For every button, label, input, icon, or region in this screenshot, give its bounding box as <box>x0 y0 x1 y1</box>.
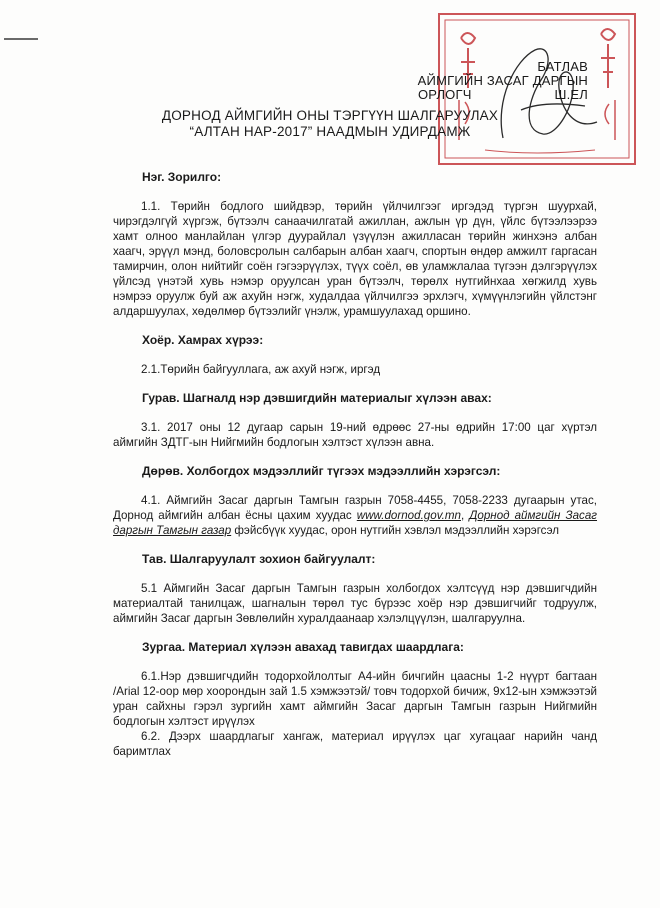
approval-position: ОРЛОГЧ <box>418 87 472 102</box>
section-4-text-middle: , <box>460 509 470 522</box>
section-1-paragraph: 1.1. Төрийн бодлого шийдвэр, төрийн үйлчилгээг иргэдэд түргэн шуурхай, чирэгдэлгүй хүргэж, бүтээлч санаачилгатай ажиллан, ажлын үр дүн, үйлс бүтээлээрээ хамт олноо манлайлан үлгэр дуурайлал үзүүлэн ажилласан төрийн жинхэнэ албан хаагч, эрүүл мэнд, боловсролын салбарын албан хаагч, спортын өндөр амжилт гаргасан тамирчин, олон нийтийг соён гэгээрүүлэх, түүх соёл, өв уламжлалаа түгээн дэлгэрүүлэх үйлсэд үнэтэй хувь нэмэр оруулсан уран бүтээлч, төрөлх нутгийнхаа хөгжилд хувь нэмрээ оруулж буй аж ахуйн нэгж, худалдаа үйлчилгээ эрхлэгч, хүмүүнлэгийн үйлстэнг алдаршуулах, хөдөлмөр бүтээлийг үнэлж, урамшуулахад оршино. <box>113 200 597 318</box>
section-3-paragraph: 3.1. 2017 оны 12 дугаар сарын 19-ний өдрөөс 27-ны өдрийн 17:00 цаг хүртэл аймгийн ЗДТГ-ын Нийгмийн бодлогын хэлтэст хүлээн авна. <box>113 421 597 449</box>
document-body <box>113 170 597 759</box>
section-heading-2: Хоёр. Хамрах хүрээ: <box>142 333 264 347</box>
section-6-paragraph-2: 6.2. Дээрх шаардлагыг хангаж, материал ирүүлэх цаг хугацааг нарийн чанд баримтлах <box>113 730 597 758</box>
section-4-text-suffix: фэйсбүүк хуудас, орон нутгийн хэвлэл мэдээллийн хэрэгсэл <box>231 524 560 537</box>
section-2-paragraph: 2.1.Төрийн байгууллага, аж ахуй нэгж, иргэд <box>141 363 381 376</box>
scan-edge-mark <box>4 38 38 40</box>
title-line-1: ДОРНОД АЙМГИЙН ОНЫ ТЭРГҮҮН ШАЛГАРУУЛАХ <box>161 108 499 123</box>
approval-signer-name: Ш.ЕЛ <box>554 87 588 102</box>
section-heading-5: Тав. Шалгаруулалт зохион байгуулалт: <box>142 552 376 566</box>
website-link[interactable]: www.dornod.gov.mn <box>356 509 461 522</box>
section-heading-6: Зургаа. Материал хүлээн авахад тавигдах шаардлага: <box>142 640 464 654</box>
document-title <box>0 108 660 140</box>
approval-block <box>388 60 588 102</box>
facebook-page-link[interactable]: Дорнод аймгийн Засаг даргын Тамгын газар <box>113 509 598 537</box>
section-5-paragraph: 5.1 Аймгийн Засаг даргын Тамгын газрын холбогдох хэлтсүүд нэр дэвшигчдийн материалтай танилцаж, шагналын төрөл тус бүрээс хоёр нэр дэвшигчийг тодруулж, аймгийн Засаг даргын Зөвлөлийн хуралдаанаар хэлэлцүүлэн, шалгаруулна. <box>113 582 597 625</box>
section-6-paragraph-1: 6.1.Нэр дэвшигчдийн тодорхойлолтыг А4-ийн бичгийн цаасны 1-2 нүүрт багтаан /Arial 12-оор мөр хоорондын зай 1.5 хэмжээтэй/ товч тодорхой бичиж, 9х12-ын хэмжээтэй уран сайхны гэрэл зургийн хамт аймгийн Засаг даргын Тамгын газрын Нийгмийн бодлогын хэлтэст ирүүлэх <box>113 670 597 728</box>
section-heading-4: Дөрөв. Холбогдох мэдээллийг түгээх мэдээллийн хэрэгсэл: <box>142 464 501 478</box>
section-heading-3: Гурав. Шагналд нэр дэвшигдийн материалыг хүлээн авах: <box>142 391 492 405</box>
title-line-2: “АЛТАН НАР-2017” НААДМЫН УДИРДАМЖ <box>189 124 471 139</box>
approval-label: БАТЛАВ <box>537 59 588 74</box>
approval-signer-row <box>388 88 588 102</box>
approval-title: АЙМГИЙН ЗАСАГ ДАРГЫН <box>417 73 588 88</box>
section-heading-1: Нэг. Зорилго: <box>142 170 222 184</box>
section-4-text-prefix: 4.1. Аймгийн Засаг даргын Тамгын газрын 7058-4455, 7058-2233 дугаарын утас, Дорнод аймгийн албан ёсны цахим хуудас <box>113 494 597 522</box>
section-4-paragraph <box>113 493 597 538</box>
